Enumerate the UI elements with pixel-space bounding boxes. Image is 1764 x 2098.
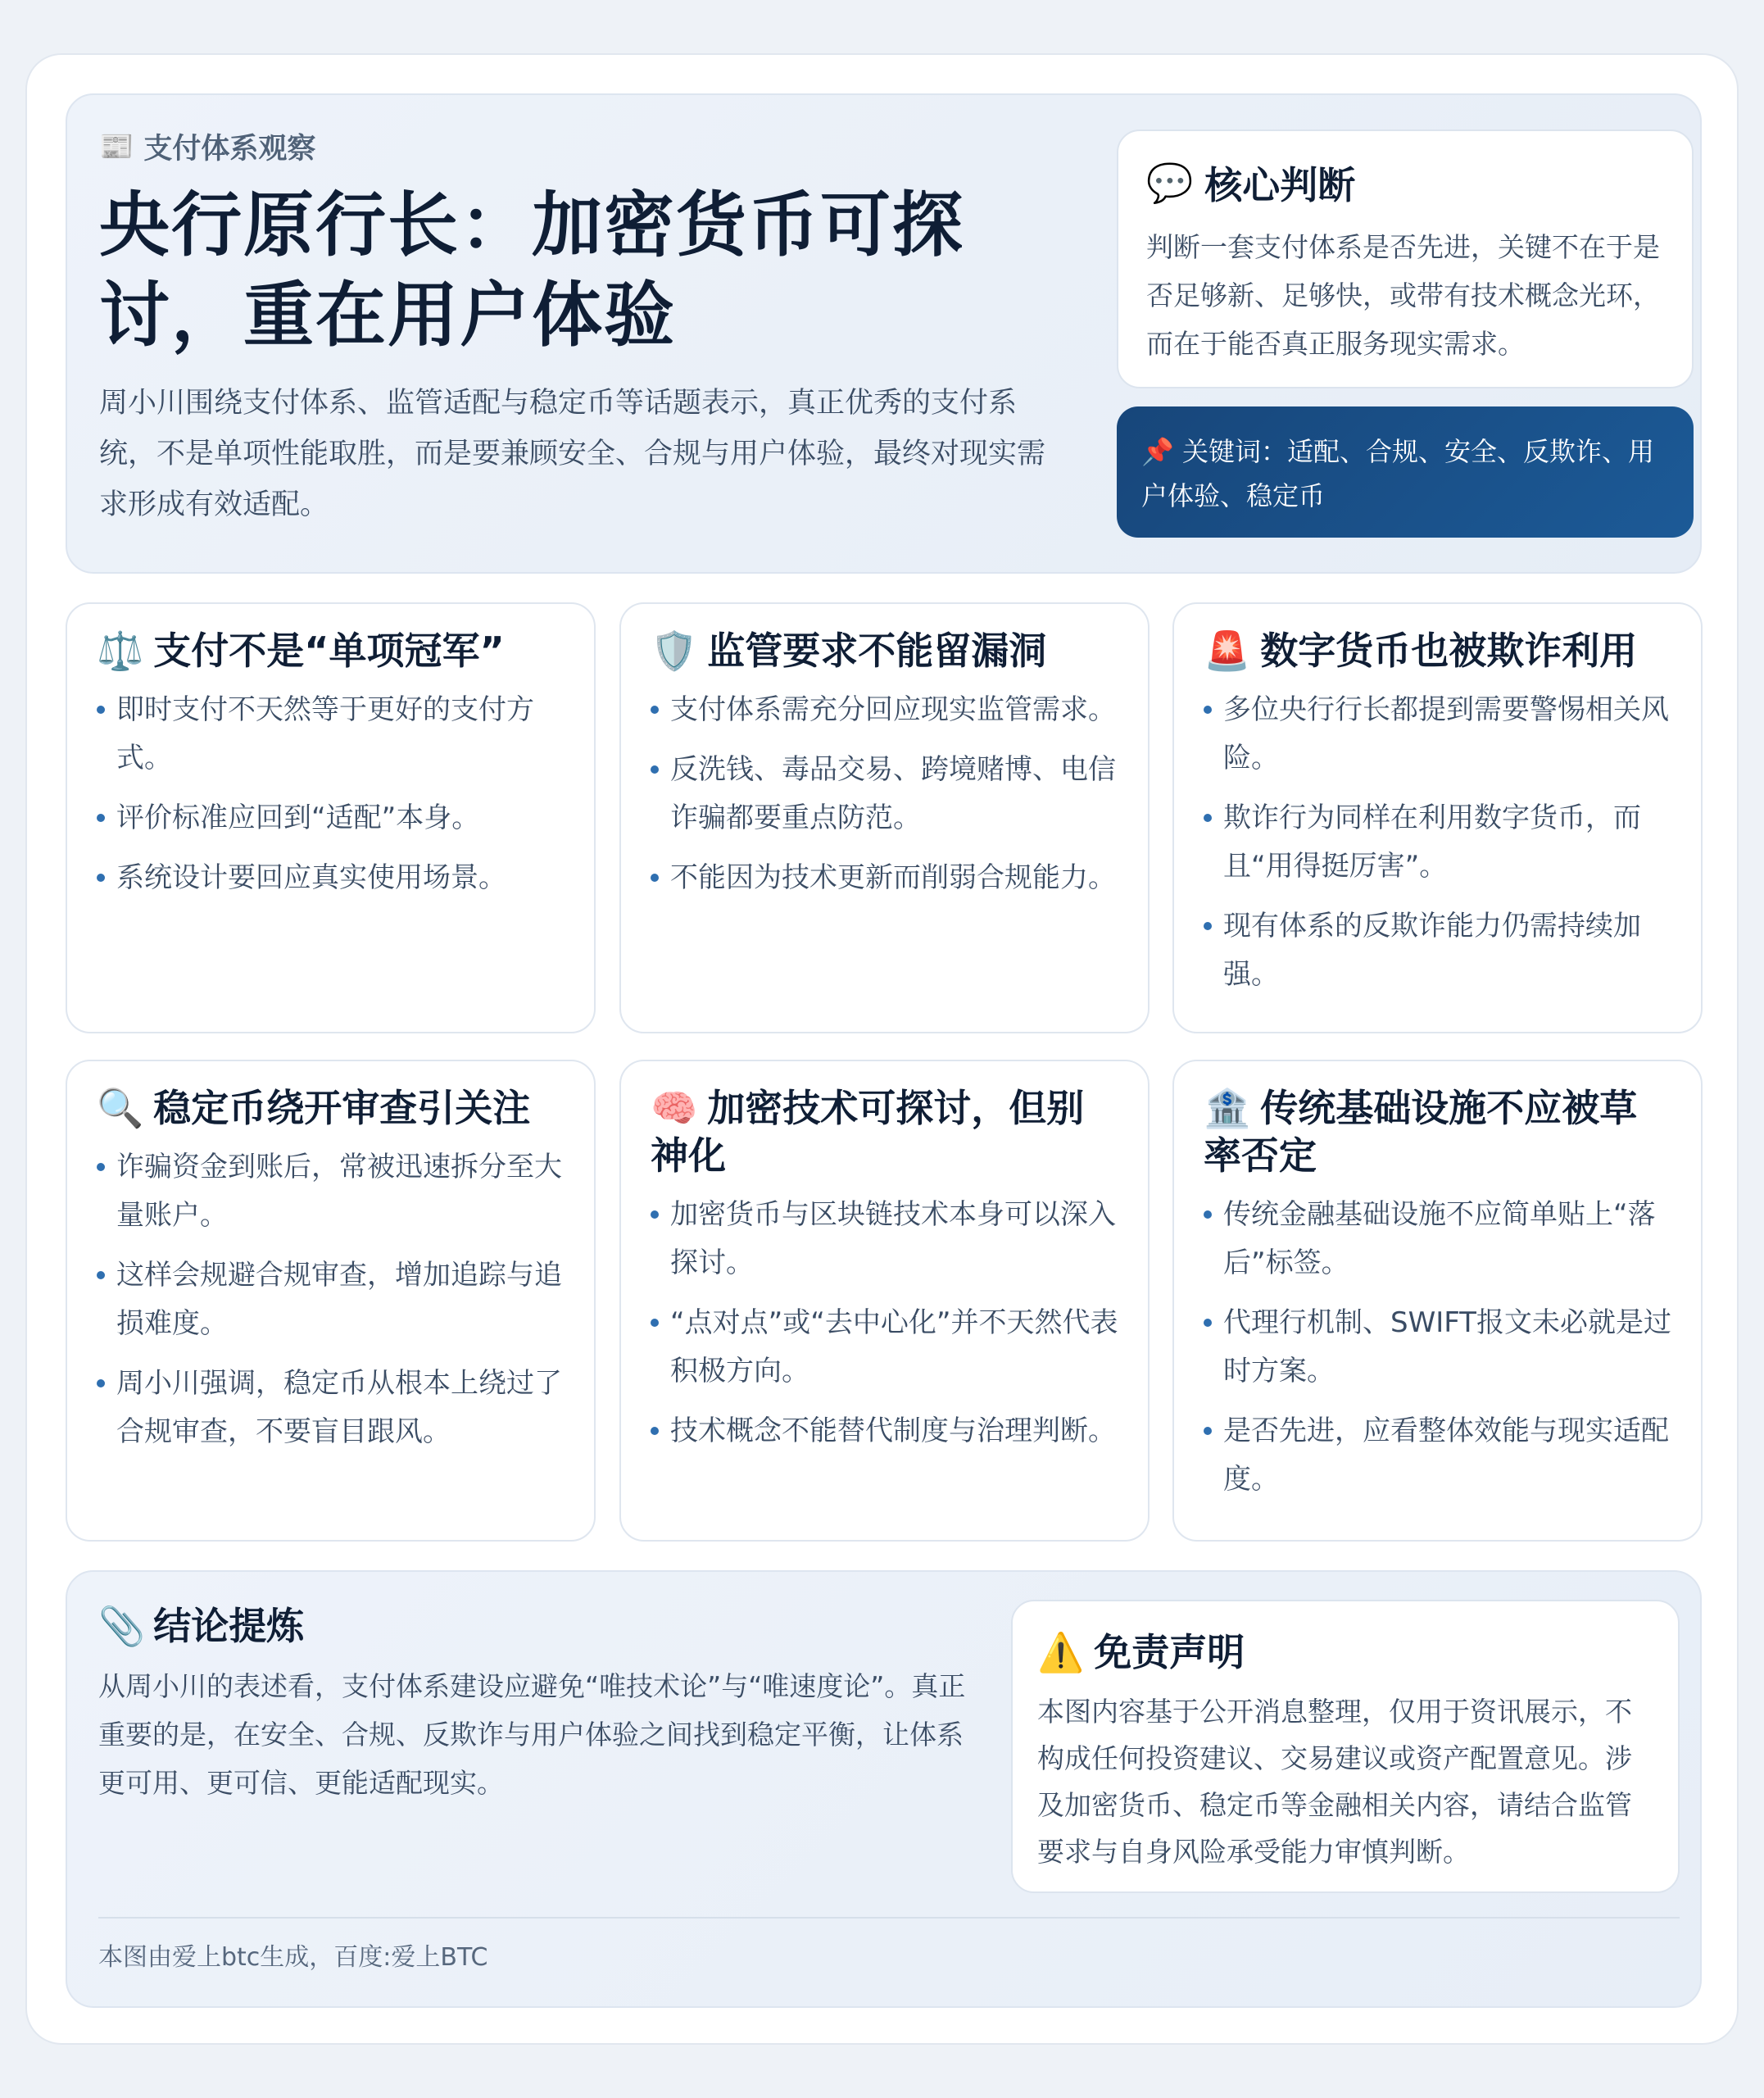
card-stablecoin (66, 1060, 596, 1542)
card-title: 加密技术可探讨，但别神化 (651, 1086, 1085, 1178)
card-regulation (619, 602, 1150, 1033)
card-heading (97, 1084, 565, 1132)
pushpin-icon: 📌 (1141, 436, 1174, 467)
card-heading (97, 627, 565, 674)
list-item: 传统金融基础设施不应简单贴上“落后”标签。 (1204, 1191, 1671, 1287)
card-heading (1204, 627, 1671, 674)
list-item: 即时支付不天然等于更好的支付方式。 (97, 686, 565, 783)
lead-paragraph: 周小川围绕支付体系、监管适配与稳定币等话题表示，真正优秀的支付系统，不是单项性能取胜，而是要兼顾安全、合规与用户体验，最终对现实需求形成有效适配。 (99, 387, 1046, 521)
list-item: “点对点”或“去中心化”并不天然代表积极方向。 (651, 1299, 1118, 1396)
card-list (97, 686, 565, 902)
page-title: 央行原行长：加密货币可探讨，重在用户体验 (99, 184, 964, 356)
card-list (651, 1191, 1118, 1455)
list-item: 现有体系的反欺诈能力仍需持续加强。 (1204, 902, 1671, 999)
card-heading (651, 627, 1118, 674)
shield-icon: 🛡️ (651, 629, 698, 673)
brain-icon: 🧠 (651, 1086, 698, 1130)
scales-icon: ⚖️ (97, 629, 144, 673)
card-title: 稳定币绕开审查引关注 (153, 1086, 531, 1130)
bottom-section (66, 1570, 1702, 2008)
speech-bubble-icon: 💬 (1146, 160, 1194, 205)
list-item: 技术概念不能替代制度与治理判断。 (651, 1407, 1118, 1455)
card-title: 支付不是“单项冠军” (153, 629, 505, 673)
category-tag-label: 支付体系观察 (143, 133, 316, 166)
list-item: 这样会规避合规审查，增加追踪与追损难度。 (97, 1251, 565, 1348)
card-payment-champion (66, 602, 596, 1033)
list-item: 欺诈行为同样在利用数字货币，而且“用得挺厉害”。 (1204, 794, 1671, 891)
card-crypto-tech (619, 1060, 1150, 1542)
list-item: 反洗钱、毒品交易、跨境赌博、电信诈骗都要重点防范。 (651, 746, 1118, 842)
list-item: 多位央行行长都提到需要警惕相关风险。 (1204, 686, 1671, 783)
conclusion-block (98, 1596, 983, 1807)
warning-icon: ⚠️ (1037, 1630, 1085, 1674)
newspaper-icon: 📰 (99, 130, 134, 163)
list-item: 是否先进，应看整体效能与现实适配度。 (1204, 1407, 1671, 1504)
core-judgment-heading (1146, 156, 1664, 210)
hero-section (66, 93, 1702, 574)
card-list (97, 1143, 565, 1456)
card-fraud (1172, 602, 1703, 1033)
disclaimer-heading (1037, 1623, 1653, 1677)
core-judgment-title: 核心判断 (1204, 163, 1356, 207)
siren-icon: 🚨 (1204, 629, 1251, 673)
conclusion-title: 结论提炼 (153, 1604, 305, 1648)
disclaimer-box (1011, 1600, 1680, 1893)
card-list (1204, 686, 1671, 999)
card-heading (1204, 1084, 1671, 1179)
magnifier-icon: 🔍 (97, 1086, 144, 1130)
card-list (651, 686, 1118, 902)
list-item: 诈骗资金到账后，常被迅速拆分至大量账户。 (97, 1143, 565, 1240)
conclusion-text: 从周小川的表述看，支付体系建设应避免“唯技术论”与“唯速度论”。真正重要的是，在安全、合规、反欺诈与用户体验之间找到稳定平衡，让体系更可用、更可信、更能适配现实。 (98, 1670, 966, 1799)
card-title: 监管要求不能留漏洞 (707, 629, 1047, 673)
card-list (1204, 1191, 1671, 1504)
bank-icon: 🏦 (1204, 1086, 1251, 1130)
category-tag (99, 126, 315, 167)
card-infrastructure (1172, 1060, 1703, 1542)
list-item: 加密货币与区块链技术本身可以深入探讨。 (651, 1191, 1118, 1287)
keywords-text: 关键词：适配、合规、安全、反欺诈、用户体验、稳定币 (1141, 436, 1655, 511)
list-item: 不能因为技术更新而削弱合规能力。 (651, 854, 1118, 902)
infographic-page (25, 53, 1739, 2045)
card-title: 传统基础设施不应被草率否定 (1204, 1086, 1638, 1178)
disclaimer-title: 免责声明 (1094, 1630, 1245, 1674)
list-item: 评价标准应回到“适配”本身。 (97, 794, 565, 842)
card-heading (651, 1084, 1118, 1179)
list-item: 系统设计要回应真实使用场景。 (97, 854, 565, 902)
divider (98, 1917, 1680, 1919)
core-judgment-text: 判断一套支付体系是否先进，关键不在于是否足够新、足够快，或带有技术概念光环，而在于能否真正服务现实需求。 (1146, 231, 1660, 360)
card-title: 数字货币也被欺诈利用 (1260, 629, 1638, 673)
keywords-box (1117, 406, 1694, 538)
list-item: 支付体系需充分回应现实监管需求。 (651, 686, 1118, 734)
core-judgment-box (1117, 129, 1694, 388)
disclaimer-text: 本图内容基于公开消息整理，仅用于资讯展示，不构成任何投资建议、交易建议或资产配置意见。涉及加密货币、稳定币等金融相关内容，请结合监管要求与自身风险承受能力审慎判断。 (1037, 1696, 1632, 1868)
list-item: 代理行机制、SWIFT报文未必就是过时方案。 (1204, 1299, 1671, 1396)
list-item: 周小川强调，稳定币从根本上绕过了合规审查，不要盲目跟风。 (97, 1360, 565, 1456)
paperclip-icon: 📎 (98, 1604, 146, 1648)
conclusion-heading (98, 1596, 983, 1651)
footer-note: 本图由爱上btc生成，百度:爱上BTC (98, 1943, 488, 1972)
